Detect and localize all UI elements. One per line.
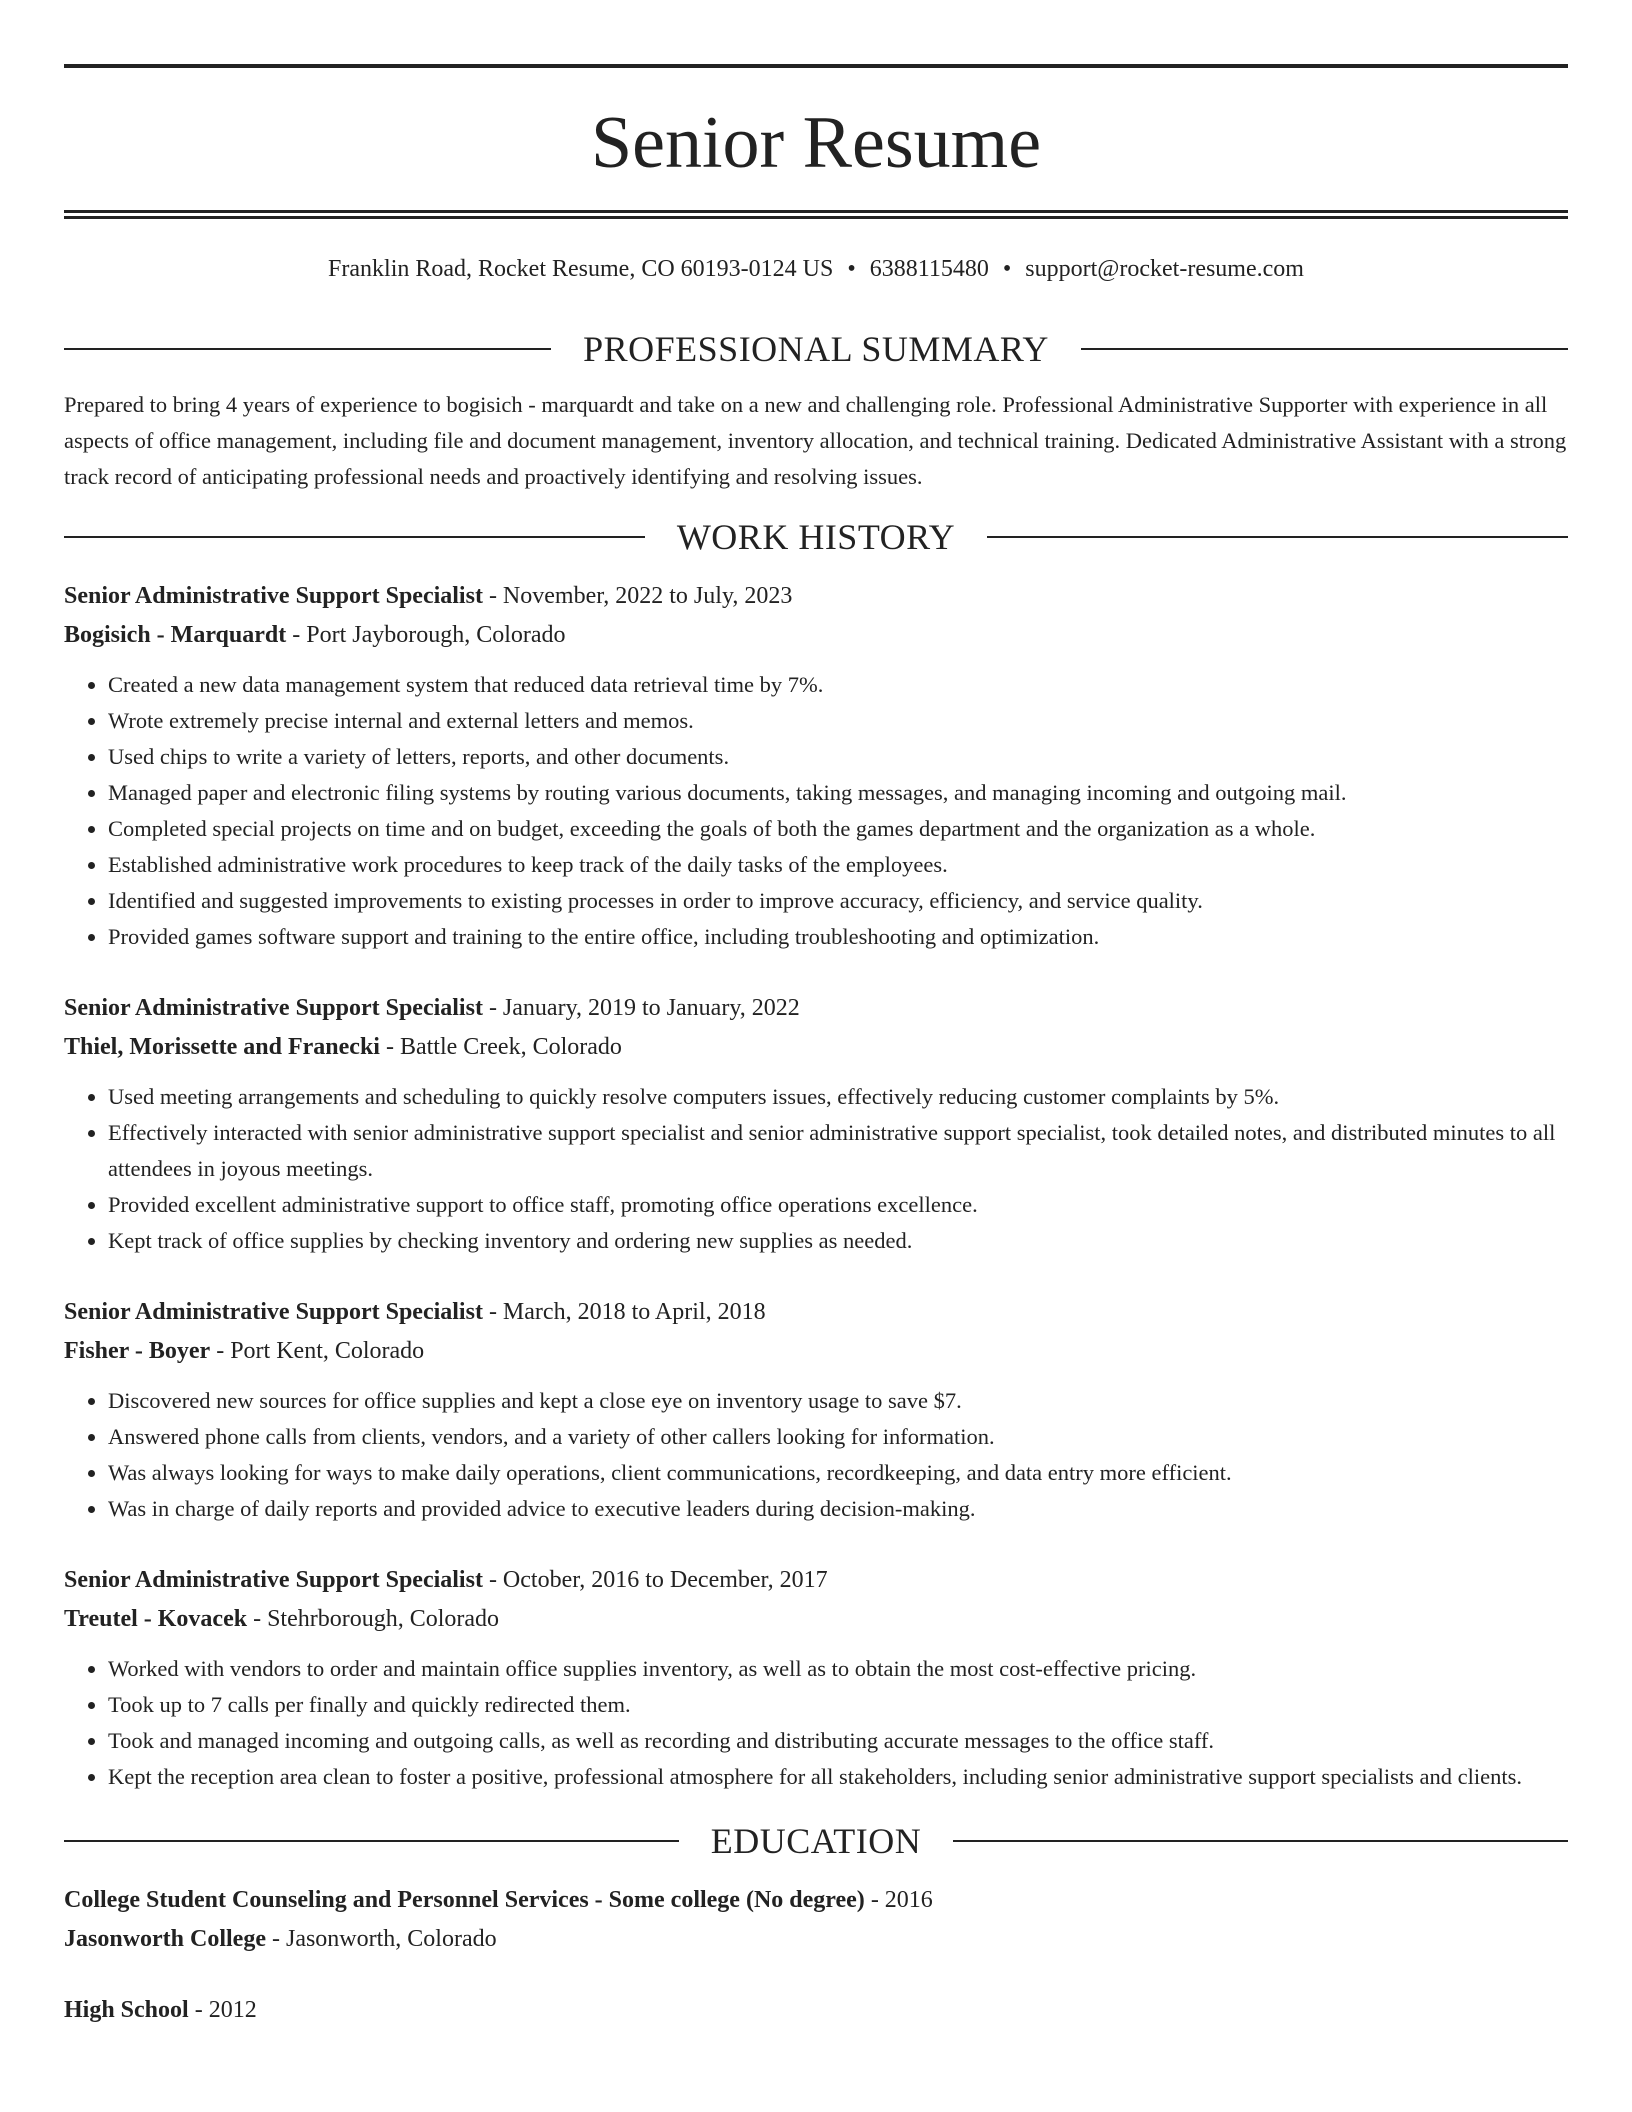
job-dates: - October, 2016 to December, 2017: [482, 1567, 828, 1593]
job-dates: - March, 2018 to April, 2018: [482, 1299, 766, 1325]
job-bullet: • Effectively interacted with senior administrative support specialist and senior administrative support specialist, took detailed notes, and distributed minutes to all attendees in joyous meetings.: [108, 1115, 1568, 1187]
job-bullet: • Used chips to write a variety of letters, reports, and other documents.: [108, 739, 1568, 775]
job-bullet-list: [64, 1383, 1568, 1527]
job-title: Senior Administrative Support Specialist: [64, 1567, 483, 1593]
job-bullet: • Kept the reception area clean to foster a positive, professional atmosphere for all stakeholders, including senior administrative support specialists and clients.: [108, 1759, 1568, 1795]
section-heading-education: [64, 1821, 1568, 1861]
job-company-line: [64, 1028, 1568, 1067]
job-location: - Port Jayborough, Colorado: [286, 622, 566, 648]
section-rule: [953, 1840, 1568, 1842]
job-title-line: [64, 577, 1568, 616]
job-bullet: • Was always looking for ways to make daily operations, client communications, recordkeeping, and data entry more efficient.: [108, 1455, 1568, 1491]
contact-separator: •: [1002, 256, 1012, 282]
education-program: High School: [64, 1997, 189, 2023]
job-bullet: • Kept track of office supplies by checking inventory and ordering new supplies as needed.: [108, 1223, 1568, 1259]
contact-line: [64, 253, 1568, 285]
job-bullet: • Established administrative work procedures to keep track of the daily tasks of the employees.: [108, 847, 1568, 883]
job-company-line: [64, 1600, 1568, 1639]
job-title: Senior Administrative Support Specialist: [64, 995, 483, 1021]
job-entry: [64, 1561, 1568, 1795]
professional-summary-text: Prepared to bring 4 years of experience to bogisich - marquardt and take on a new and challenging role. Professional Administrative Supporter with experience in all aspects of office management, including file and document management, inventory allocation, and technical training. Dedicated Administrative Assistant with a strong track record of anticipating professional needs and proactively identifying and resolving issues.: [64, 392, 1567, 489]
job-bullet: • Wrote extremely precise internal and external letters and memos.: [108, 703, 1568, 739]
job-company-line: [64, 616, 1568, 655]
job-entry: [64, 577, 1568, 955]
job-bullet: • Provided excellent administrative support to office staff, promoting office operations excellence.: [108, 1187, 1568, 1223]
job-title-line: [64, 1561, 1568, 1600]
candidate-name: Senior Resume: [590, 102, 1042, 184]
education-school-line: [64, 1920, 1568, 1959]
education-year: - 2012: [188, 1997, 257, 2023]
job-bullet: • Identified and suggested improvements to existing processes in order to improve accuracy, efficiency, and service quality.: [108, 883, 1568, 919]
education-year: - 2016: [864, 1887, 933, 1913]
section-title: PROFESSIONAL SUMMARY: [583, 329, 1049, 369]
job-company: Treutel - Kovacek: [64, 1606, 248, 1632]
job-bullet: • Used meeting arrangements and scheduling to quickly resolve computers issues, effectively reducing customer complaints by 5%.: [108, 1079, 1568, 1115]
job-company: Fisher - Boyer: [64, 1338, 211, 1364]
job-title-line: [64, 989, 1568, 1028]
job-bullet: • Completed special projects on time and on budget, exceeding the goals of both the games department and the organization as a whole.: [108, 811, 1568, 847]
job-bullet: • Provided games software support and training to the entire office, including troubleshooting and optimization.: [108, 919, 1568, 955]
section-rule: [1081, 348, 1568, 350]
job-bullet-list: [64, 1079, 1568, 1259]
job-bullet: • Managed paper and electronic filing systems by routing various documents, taking messages, and managing incoming and outgoing mail.: [108, 775, 1568, 811]
education-entry: [64, 1991, 1568, 2030]
education-school: Jasonworth College: [64, 1926, 266, 1952]
education-list: [64, 1881, 1568, 2030]
job-company: Bogisich - Marquardt: [64, 622, 287, 648]
job-bullet: • Was in charge of daily reports and provided advice to executive leaders during decision-making.: [108, 1491, 1568, 1527]
education-entry: [64, 1881, 1568, 1959]
job-title-line: [64, 1293, 1568, 1332]
job-bullet: • Took up to 7 calls per finally and quickly redirected them.: [108, 1687, 1568, 1723]
job-company-line: [64, 1332, 1568, 1371]
section-rule: [64, 1840, 679, 1842]
education-location: - Jasonworth, Colorado: [265, 1926, 497, 1952]
resume-page: [64, 64, 1568, 2030]
job-bullet: • Discovered new sources for office supplies and kept a close eye on inventory usage to save $7.: [108, 1383, 1568, 1419]
job-bullet: • Took and managed incoming and outgoing calls, as well as recording and distributing accurate messages to the office staff.: [108, 1723, 1568, 1759]
section-rule: [64, 348, 551, 350]
education-program-line: [64, 1881, 1568, 1920]
job-dates: - November, 2022 to July, 2023: [482, 583, 793, 609]
double-rule: [64, 210, 1568, 219]
contact-separator: •: [847, 256, 856, 282]
contact-address: Franklin Road, Rocket Resume, CO 60193-0124 US: [328, 256, 834, 282]
section-heading-work-history: [64, 517, 1568, 557]
section-rule: [64, 536, 645, 538]
job-company: Thiel, Morissette and Franecki: [64, 1034, 380, 1060]
job-bullet: • Worked with vendors to order and maintain office supplies inventory, as well as to obtain the most cost-effective pricing.: [108, 1651, 1568, 1687]
job-bullet: • Answered phone calls from clients, vendors, and a variety of other callers looking for information.: [108, 1419, 1568, 1455]
job-bullet: • Created a new data management system that reduced data retrieval time by 7%.: [108, 667, 1568, 703]
section-rule: [987, 536, 1568, 538]
job-dates: - January, 2019 to January, 2022: [482, 995, 800, 1021]
job-location: - Stehrborough, Colorado: [247, 1606, 500, 1632]
work-history-list: [64, 577, 1568, 1795]
section-title: EDUCATION: [710, 1821, 922, 1861]
top-rule: [64, 64, 1568, 68]
contact-email: support@rocket-resume.com: [1025, 256, 1304, 282]
section-title: WORK HISTORY: [676, 517, 956, 557]
job-location: - Port Kent, Colorado: [210, 1338, 425, 1364]
education-program: College Student Counseling and Personnel Services - Some college (No degree): [64, 1887, 865, 1913]
education-program-line: [64, 1991, 1568, 2030]
section-heading-summary: [64, 329, 1568, 369]
job-entry: [64, 1293, 1568, 1527]
job-bullet-list: [64, 667, 1568, 955]
job-bullet-list: [64, 1651, 1568, 1795]
contact-phone: 6388115480: [869, 256, 989, 282]
job-location: - Battle Creek, Colorado: [379, 1034, 622, 1060]
job-title: Senior Administrative Support Specialist: [64, 1299, 483, 1325]
job-entry: [64, 989, 1568, 1259]
job-title: Senior Administrative Support Specialist: [64, 583, 483, 609]
